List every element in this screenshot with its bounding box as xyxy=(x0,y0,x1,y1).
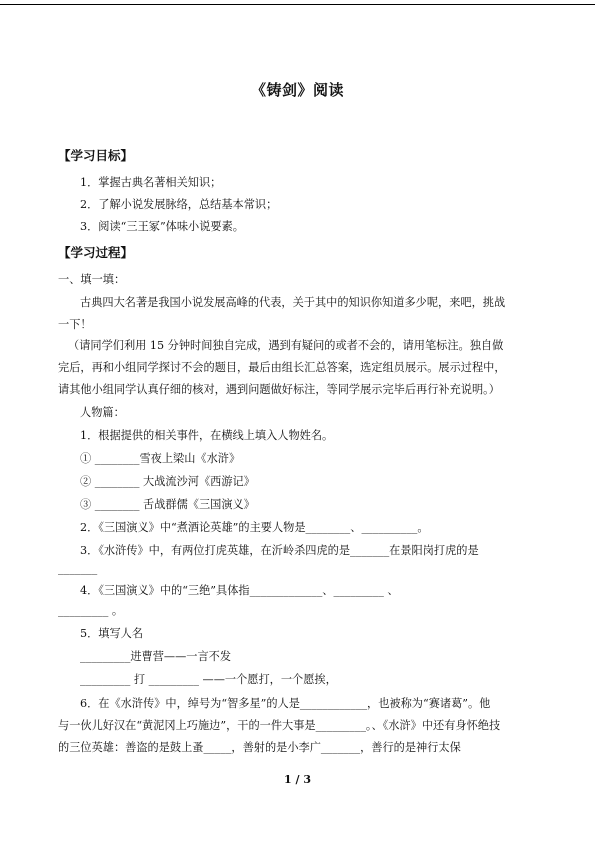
text-line: _________ 。 xyxy=(58,604,124,617)
text-line: ① ________雪夜上梁山《水浒》 xyxy=(80,452,241,465)
text-line: 的三位英雄：善盗的是鼓上蚤_____，善射的是小李广_______，善行的是神行太保 xyxy=(58,741,461,754)
text-line: ② ________ 大战流沙河《西游记》 xyxy=(80,475,255,488)
text-line: （请同学们利用 15 分钟时间独自完成，遇到有疑问的或者不会的，请用笔标注。独自做 xyxy=(68,339,504,352)
text-line: 2．《三国演义》中“煮酒论英雄”的主要人物是________、__________。 xyxy=(80,521,429,534)
text-line: ③ ________ 舌战群儒《三国演义》 xyxy=(80,498,255,511)
text-line: _________进曹营——一言不发 xyxy=(80,650,232,663)
text-line: 1．根据提供的相关事件，在横线上填入人物姓名。 xyxy=(80,429,334,442)
text-line: 一、填一填： xyxy=(58,273,126,286)
text-line: 4．《三国演义》中的“三绝”具体指_____________、_________ 、 xyxy=(80,584,399,597)
goal-item: 3．阅读“三王冢”体味小说要素。 xyxy=(80,220,244,233)
document-title: 《铸剑》阅读 xyxy=(250,81,344,99)
text-line: 5．填写人名 xyxy=(80,627,144,640)
text-line: _________ 打 _________ ——一个愿打，一个愿挨， xyxy=(80,673,337,686)
process-heading: 【学习过程】 xyxy=(58,245,134,260)
text-line: 完后，再和小组同学探讨不会的题目，最后由组长汇总答案，选定组员展示。展示过程中， xyxy=(58,361,506,374)
goals-heading: 【学习目标】 xyxy=(58,148,134,163)
text-line: 3．《水浒传》中，有两位打虎英雄，在沂岭杀四虎的是_______在景阳岗打虎的是 xyxy=(80,544,479,557)
text-line: 一下！ xyxy=(58,318,92,331)
text-line: 人物篇： xyxy=(80,406,125,419)
header-rule xyxy=(0,4,595,5)
text-line: 请其他小组同学认真仔细的核对，遇到问题做好标注，等同学展示完毕后再行补充说明。） xyxy=(58,383,500,396)
goal-item: 2．了解小说发展脉络，总结基本常识； xyxy=(80,198,278,211)
goal-item: 1．掌握古典名著相关知识； xyxy=(80,176,222,189)
page-number: 1 / 3 xyxy=(284,773,311,786)
text-line: 与一伙儿好汉在“黄泥冈上巧施边”，干的一件大事是_________。、《水浒》中还有身怀绝技 xyxy=(58,719,501,732)
text-line: 6．在《水浒传》中，绰号为“智多星”的人是____________，也被称为“赛诸葛”。他 xyxy=(80,697,491,710)
text-line: 古典四大名著是我国小说发展高峰的代表，关于其中的知识你知道多少呢，来吧，挑战 xyxy=(80,296,506,309)
text-line: _______ xyxy=(58,562,98,575)
